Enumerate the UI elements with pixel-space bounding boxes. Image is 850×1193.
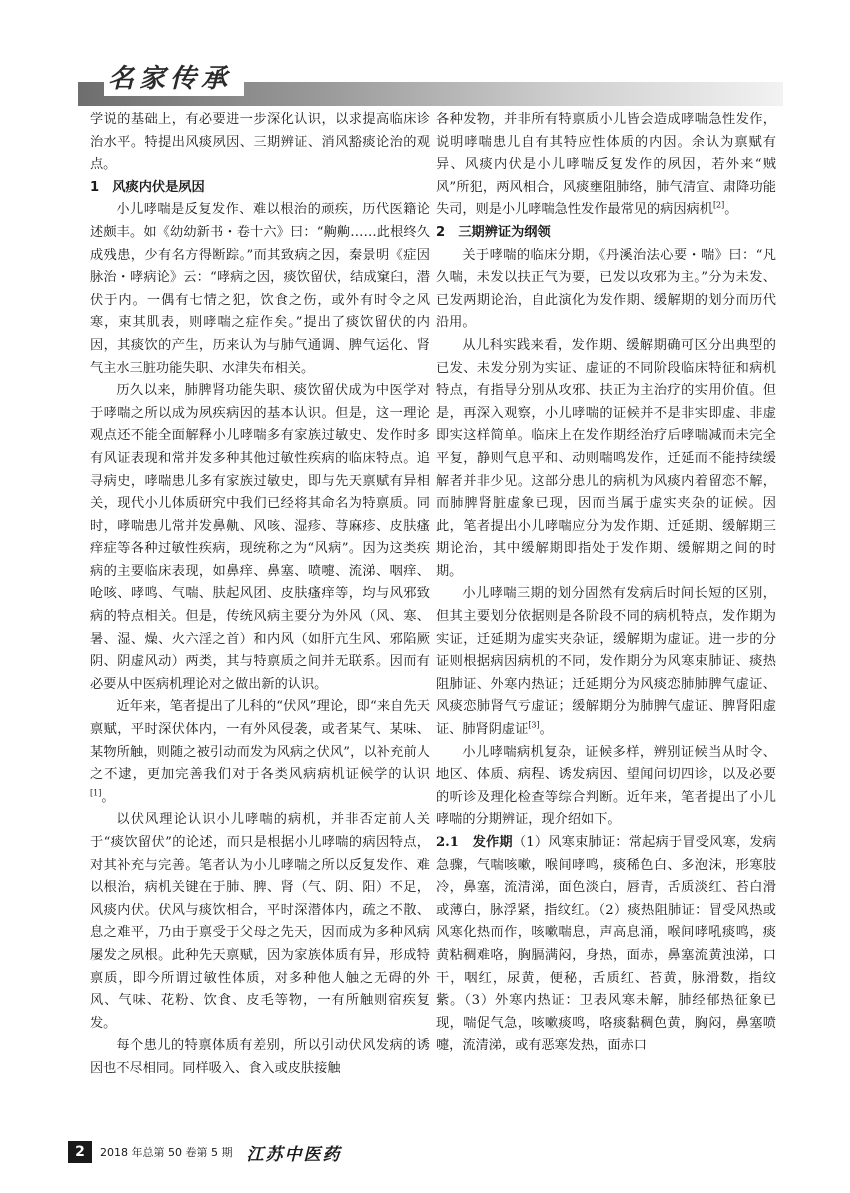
- citation-ref: [1]: [90, 788, 102, 798]
- paragraph: [90, 199, 430, 380]
- paragraph: [90, 109, 430, 177]
- paragraph: [90, 1035, 430, 1080]
- right-column: [436, 109, 776, 1058]
- paragraph-text: 近年来，笔者提出了儿科的“伏风”理论，即“来自先天禀赋，平时深伏体内，一有外风侵袭，或者某气、某味、某物所触，则随之被引动而发为风病之伏风”，以补充前人之不逮，更加完善我们对于各类风病病机证候学的认识: [90, 699, 430, 783]
- paragraph-text: 每个患儿的特禀体质有差别，所以引动伏风发病的诱因也不尽相同。同样吸入、食入或皮肤接触: [90, 1038, 430, 1076]
- paragraph: [90, 809, 430, 1035]
- paragraph-text: 关于哮喘的临床分期，《丹溪治法心要・喘》曰：“凡久喘，未发以扶正气为要，已发以攻邪为主。”分为未发、已发两期论治，自此演化为发作期、缓解期的划分而历代沿用。: [436, 247, 776, 331]
- page-number: 2: [68, 1141, 92, 1163]
- paragraph-text: 各种发物，并非所有特禀质小儿皆会造成哮喘急性发作，说明哮喘患儿自有其特应性体质的内因。余认为禀赋有异、风痰内伏是小儿哮喘反复发作的夙因，若外来“贼风”所犯，两风相合，风痰壅阻肺络，肺气清宣、肃降功能失司，则是小儿哮喘急性发作最常见的病因病机: [436, 112, 776, 218]
- paragraph: [436, 335, 776, 584]
- paragraph: [90, 696, 430, 809]
- paragraph: [436, 742, 776, 832]
- journal-logo: 江苏中医药: [246, 1144, 342, 1165]
- paragraph-text-end: 。: [101, 789, 115, 805]
- paragraph-text: 从儿科实践来看，发作期、缓解期确可区分出典型的已发、未发分别为实证、虚证的不同阶段临床特征和病机特点，有指导分别从攻邪、扶正为主治疗的实用价值。但是，再深入观察，小儿哮喘的证候并不是非实即虚、非虚即实这样简单。临床上在发作期经治疗后哮喘减而未完全平复，静则气息平和、动则喘鸣发作，迁延而不能持续缓解者并非少见。这部分患儿的病机为风痰内着留恋不解，而肺脾肾脏虚象已现，因而当属于虚实夹杂的证候。因此，笔者提出小儿哮喘应分为发作期、迁延期、缓解期三期论治，其中缓解期即指处于发作期、缓解期之间的时期。: [436, 337, 776, 579]
- paragraph: [436, 245, 776, 335]
- paragraph-text: 小儿哮喘病机复杂，证候多样，辨别证候当从时令、地区、体质、病程、诱发病因、望闻问切四诊，以及必要的听诊及理化检查等综合判断。近年来，笔者提出了小儿哮喘的分期辨证，现介绍如下。: [436, 744, 776, 828]
- paragraph-text: 历久以来，肺脾肾功能失职、痰饮留伏成为中医学对于哮喘之所以成为夙疾病因的基本认识。但是，这一理论观点还不能全面解释小儿哮喘多有家族过敏史、发作时多有风证表现和常并发多种其他过敏性疾病的临床特点。追寻病史，哮喘患儿多有家族过敏史，即与先天禀赋有异相关，现代小儿体质研究中我们已经将其命名为特禀质。同时，哮喘患儿常并发鼻鼽、风咳、湿疹、荨麻疹、皮肤瘙痒症等各种过敏性疾病，现统称之为“风病”。因为这类疾病的主要临床表现，如鼻痒、鼻塞、喷嚏、流涕、咽痒、呛咳、哮鸣、气喘、肤起风团、皮肤瘙痒等，均与风邪致病的特点相关。但是，传统风病主要分为外风（风、寒、暑、湿、燥、火六淫之首）和内风（如肝亢生风、邪陷厥阴、阴虚风动）两类，其与特禀质之间并无联系。因而有必要从中医病机理论对之做出新的认识。: [90, 383, 430, 692]
- paragraph-text: 以伏风理论认识小儿哮喘的病机，并非否定前人关于“痰饮留伏”的论述，而只是根据小儿哮喘的病因特点，对其补充与完善。笔者认为小儿哮喘之所以反复发作、难以根治，病机关键在于肺、脾、肾（气、阴、阳）不足，风痰内伏。伏风与痰饮相合，平时深潜体内，疏之不散、息之难平，乃由于禀受于父母之先天，因而成为多种风病屡发之夙根。此种先天禀赋，因为家族体质有异，形成特禀质，即今所谓过敏性体质，对多种他人触之无碍的外风、气味、花粉、饮食、皮毛等物，一有所触则宿疾复发。: [90, 812, 430, 1031]
- footer: [68, 1141, 341, 1163]
- section-heading: 2 三期辨证为纲领: [436, 224, 551, 240]
- paragraph-text: 小儿哮喘三期的划分固然有发病后时间长短的区别，但其主要划分依据则是各阶段不同的病机特点，发作期为实证，迁延期为虚实夹杂证，缓解期为虚证。进一步的分证则根据病因病机的不同，发作期分为风寒束肺证、痰热阻肺证、外寒内热证；迁延期分为风痰恋肺肺脾气虚证、风痰恋肺肾气亏虚证；缓解期分为肺脾气虚证、脾肾阳虚证、肺肾阴虚证: [436, 586, 776, 738]
- citation-ref: [3]: [528, 720, 540, 730]
- paragraph: [436, 832, 776, 1058]
- section-label: 名家传承: [104, 62, 244, 96]
- citation-ref: [2]: [712, 200, 725, 210]
- section-heading: 1 风痰内伏是夙因: [90, 179, 205, 195]
- paragraph-text: 小儿哮喘是反复发作、难以根治的顽疾，历代医籍论述颇丰。如《幼幼新书・卷十六》曰：“齁齁……此根终久成残患，少有名方得断踪。”而其致病之因，秦景明《症因脉治・哮病论》云：“哮病之因，痰饮留伏，结成窠臼，潜伏于内。一偶有七情之犯，饮食之伤，或外有时令之风寒，束其肌表，则哮喘之症作矣。”提出了痰饮留伏的内因，其痰饮的产生，历来认为与肺气通调、脾气运化、肾气主水三脏功能失职、水津失布相关。: [90, 202, 430, 376]
- left-column: [90, 109, 430, 1081]
- paragraph: [436, 109, 776, 222]
- paragraph-text-end: 。: [724, 202, 738, 218]
- paragraph-text: 学说的基础上，有必要进一步深化认识，以求提高临床诊治水平。特提出风痰夙因、三期辨证、消风豁痰论治的观点。: [90, 112, 430, 173]
- paragraph: [436, 583, 776, 741]
- subsection-heading: 2.1 发作期: [436, 835, 513, 850]
- paragraph: [90, 380, 430, 696]
- issue-info: 2018 年总第 50 卷第 5 期: [100, 1146, 233, 1159]
- paragraph-text-end: 。: [539, 722, 553, 738]
- paragraph-text: （1）风寒束肺证：常起病于冒受风寒，发病急骤，气喘咳嗽，喉间哮鸣，痰稀色白、多泡沫，形寒肢冷，鼻塞，流清涕，面色淡白，唇青，舌质淡红、苔白滑或薄白，脉浮紧，指纹红。（2）痰热阻肺证：冒受风热或风寒化热而作，咳嗽喘息，声高息涌，喉间哮吼痰鸣，痰黄粘稠难咯，胸膈满闷，身热，面赤，鼻塞流黄浊涕，口干，咽红，尿黄，便秘，舌质红、苔黄，脉滑数，指纹紫。（3）外寒内热证：卫表风寒未解，肺经郁热征象已现，喘促气急，咳嗽痰鸣，咯痰黏稠色黄，胸闷，鼻塞喷嚏，流清涕，或有恶寒发热，面赤口: [436, 835, 776, 1054]
